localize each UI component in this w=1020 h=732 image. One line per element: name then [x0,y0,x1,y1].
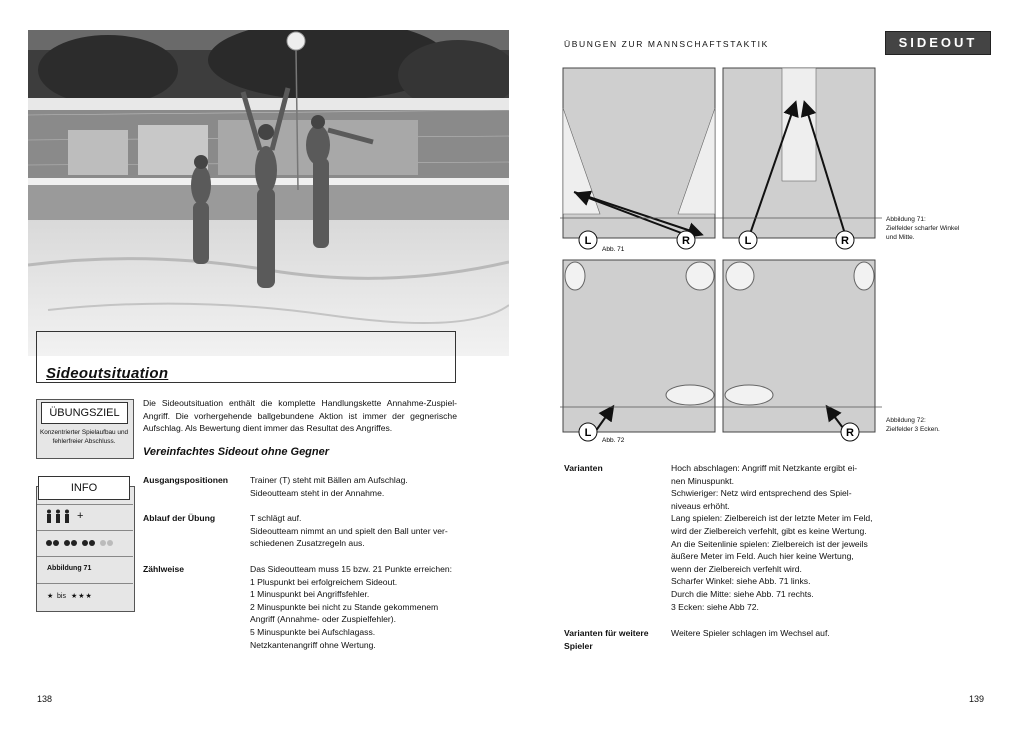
caption-71: Abbildung 71: Zielfelder scharfer Winkel und Mitte. [886,216,960,241]
uebungsziel-text: Konzentrierter Spielaufbau und fehlerfreier Abschluss. [39,429,129,445]
info-players-row [37,504,133,529]
level-bis: bis [57,593,66,600]
players-plus: + [77,510,84,522]
section-label-zaehlweise: Zählweise [143,564,185,574]
beach-volleyball-photo [28,30,509,356]
players-icon [45,509,75,523]
diagram-71-right [723,68,875,238]
diagram-72-left [563,260,715,432]
level-stars-icon: ★★★ [71,593,93,600]
section-zaehlweise-text: Das Sideoutteam muss 15 bzw. 21 Punkte erreichen: 1 Pluspunkt bei erfolgreichem Sideout. 1 Minuspunkt bei Angriffsfehler. 2 Minuspunkte bei nicht zu Stande gekommenem Angriff (Annahme- oder Zuspielfehler). 5 Minuspunkte bei Aufschlagass. Netzkantenangriff ohne Wertung. [250,564,453,650]
player-r-label: R [841,235,849,247]
abb72-label: Abb. 72 [602,437,625,444]
player-r-label: R [846,427,854,439]
diagram-71-left [563,68,715,238]
section-ablauf-text: T schlägt auf. Sideoutteam nimmt an und spielt den Ball unter ver- schiedenen Zusatzregeln aus. [250,513,448,549]
page-number-right: 139 [969,694,985,704]
page-number-left: 138 [37,694,53,704]
player-r-label: R [682,235,690,247]
difficulty-dots-icon [45,538,125,548]
chapter-header: ÜBUNGEN ZUR MANNSCHAFTSTAKTIK [564,39,769,49]
varianten-weitere-text: Weitere Spieler schlagen im Wechsel auf. [671,628,830,638]
photo-illustration [28,30,509,356]
chapter-tag: SIDEOUT [885,31,991,55]
varianten-text: Hoch abschlagen: Angriff mit Netzkante ergibt ei- nen Minuspunkt. Schwieriger: Netz wird entsprechend des Spiel- niveaus erhöht. Lang spielen: Zielbereich ist der letzte Meter im Feld, wird der Zielbereich verfehlt, gibt es keine Wertung. An die Seitenlinie spielen: Zielbereich ist der jeweils äußere Meter im Feld. Auch hier keine Wertung, wenn der Zielbereich verfehlt wird. Scharfer Winkel: siehe Abb. 71 links. Durch die Mitte: siehe Abb. 71 rechts. 3 Ecken: siehe Abb 72. [671,463,873,612]
info-figure-row [37,556,133,581]
section-label-ausgangspositionen: Ausgangspositionen [143,475,228,485]
section-title: Sideoutsituation [46,365,169,382]
player-l-label: L [584,235,592,247]
diagram-72-right [723,260,875,432]
abb71-label: Abb. 71 [602,246,625,253]
court-diagrams [560,64,882,450]
player-l-label: L [744,235,752,247]
level-star-icon: ★ [47,593,54,600]
info-label: INFO [38,476,130,500]
subheading: Vereinfachtes Sideout ohne Gegner [143,446,330,458]
info-level-row [37,583,133,610]
varianten-weitere-label: Varianten für weitere Spieler [564,628,649,651]
intro-paragraph: Die Sideoutsituation enthält die komplette Handlungskette Annahme-Zuspiel-Angriff. Die vorhergehende ballgebundene Aktion ist immer der gegnerische Aufschlag. Als Bewertung dient immer das Resultat des Angriffes. [143,398,457,434]
info-figure-ref: Abbildung 71 [47,565,92,572]
uebungsziel-label: ÜBUNGSZIEL [41,402,128,424]
section-ausgangspositionen-text: Trainer (T) steht mit Bällen am Aufschlag. Sideoutteam steht in der Annahme. [250,475,408,498]
caption-72: Abbildung 72: Zielfelder 3 Ecken. [886,417,940,433]
player-l-label: L [584,427,592,439]
section-label-ablauf: Ablauf der Übung [143,513,216,523]
varianten-label: Varianten [564,463,603,473]
info-difficulty-row [37,530,133,555]
